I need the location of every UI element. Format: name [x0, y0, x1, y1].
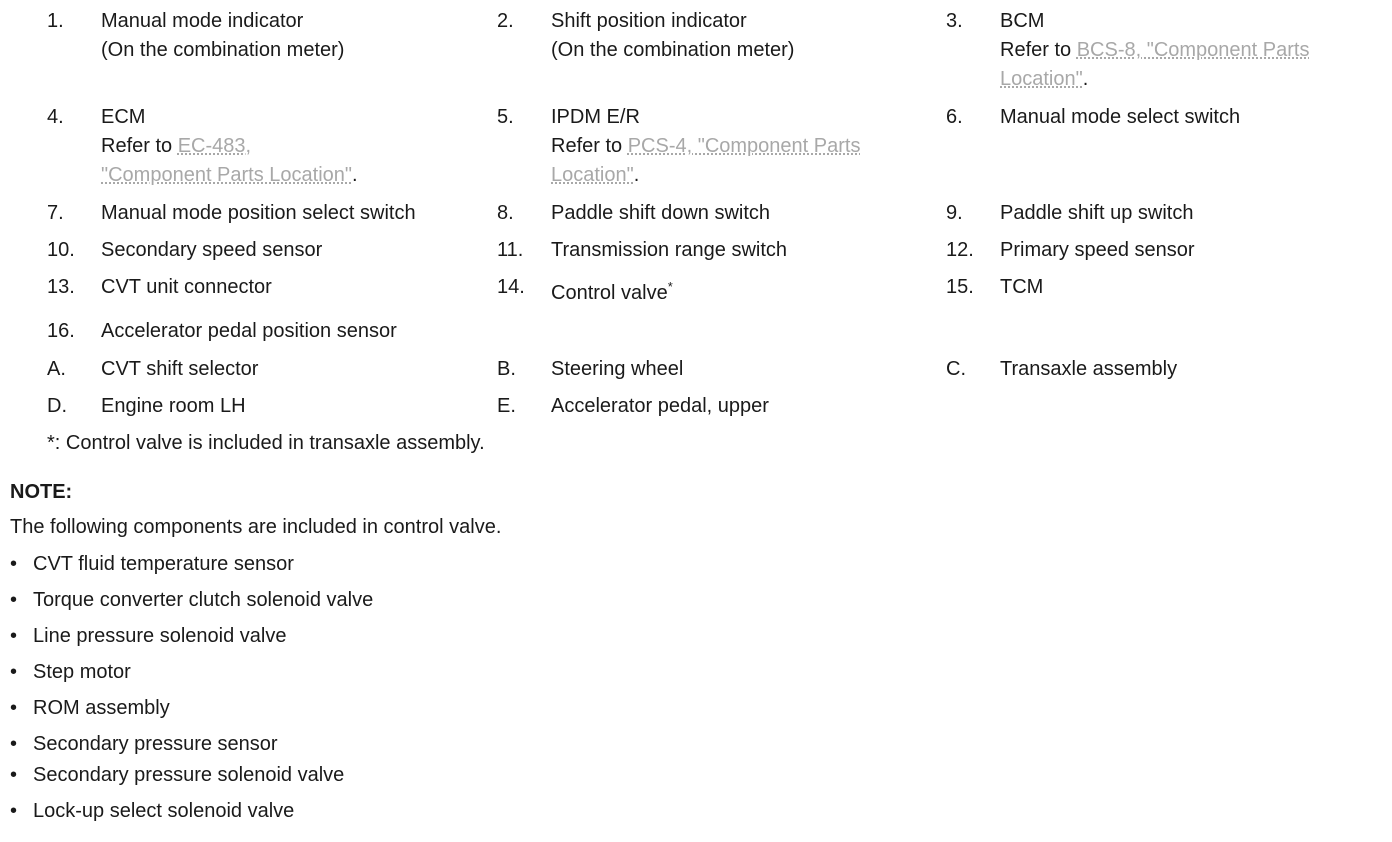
bullet-item — [10, 761, 344, 790]
item-number: 12. — [946, 239, 974, 261]
legend-row — [0, 103, 1392, 193]
item-label: Manual mode position select switch — [101, 202, 416, 224]
bullet-text: Secondary pressure sensor — [33, 733, 278, 755]
reference-line — [101, 132, 358, 161]
bullet-text: Lock-up select solenoid valve — [33, 800, 295, 822]
item-label: CVT unit connector — [101, 276, 272, 298]
pcs-4-reference-link[interactable]: PCS-4, "Component Parts — [627, 135, 861, 157]
item-label: IPDM E/R — [551, 106, 640, 128]
ec-483-reference-link[interactable]: EC-483, — [177, 135, 252, 157]
item-label: Manual mode select switch — [1000, 106, 1241, 128]
item-label: Accelerator pedal position sensor — [101, 320, 397, 342]
item-label: ECM — [101, 106, 146, 128]
ec-483-reference-link-cont[interactable]: "Component Parts Location" — [101, 164, 353, 186]
bullet-mark: • — [10, 625, 18, 647]
reference-line-2 — [101, 161, 358, 190]
item-label: Secondary speed sensor — [101, 239, 323, 261]
item-sublabel: (On the combination meter) — [551, 39, 795, 61]
bullet-text: Step motor — [33, 661, 131, 683]
item-sublabel: (On the combination meter) — [101, 39, 345, 61]
bcs-8-reference-link[interactable]: BCS-8, "Component Parts — [1076, 39, 1310, 61]
ref-prefix: Refer to — [1000, 39, 1077, 61]
bullet-mark: • — [10, 697, 18, 719]
item-number: 9. — [946, 202, 963, 224]
reference-line — [551, 132, 860, 161]
item-label: Paddle shift down switch — [551, 202, 771, 224]
item-label: Transaxle assembly — [1000, 358, 1178, 380]
item-label: Engine room LH — [101, 395, 246, 417]
item-label: Transmission range switch — [551, 239, 788, 261]
item-number: 3. — [946, 10, 963, 32]
bullet-text: ROM assembly — [33, 697, 170, 719]
bullet-mark: • — [10, 764, 18, 786]
item-letter: E. — [497, 395, 516, 417]
item-letter: B. — [497, 358, 516, 380]
item-label: Primary speed sensor — [1000, 239, 1195, 261]
item-number: 6. — [946, 106, 963, 128]
item-number: 15. — [946, 276, 974, 298]
item-number: 2. — [497, 10, 514, 32]
item-number: 11. — [497, 239, 524, 261]
footnote-text: : Control valve is included in transaxle assembly. — [54, 432, 485, 454]
bullet-item — [10, 622, 287, 651]
item-number: 7. — [47, 202, 64, 224]
bullet-mark: • — [10, 800, 18, 822]
item-number: 10. — [47, 239, 75, 261]
item-number: 13. — [47, 276, 75, 298]
asterisk-mark: * — [667, 279, 673, 294]
item-number: 4. — [47, 106, 64, 128]
reference-line-2 — [1000, 65, 1309, 94]
bullet-mark: • — [10, 661, 18, 683]
item-label: TCM — [1000, 276, 1044, 298]
bullet-item — [10, 797, 294, 826]
ref-prefix: Refer to — [101, 135, 178, 157]
pcs-4-reference-link-cont[interactable]: Location" — [551, 164, 634, 186]
item-label: Paddle shift up switch — [1000, 202, 1194, 224]
bullet-mark: • — [10, 553, 18, 575]
item-label: CVT shift selector — [101, 358, 259, 380]
item-label: Shift position indicator — [551, 10, 747, 32]
item-label: BCM — [1000, 10, 1045, 32]
item-number: 16. — [47, 320, 75, 342]
item-number: 1. — [47, 10, 64, 32]
note-heading: NOTE: — [10, 481, 73, 503]
bullet-item — [10, 550, 294, 579]
item-label — [551, 279, 673, 308]
item-letter: C. — [946, 358, 966, 380]
bullet-text: Torque converter clutch solenoid valve — [33, 589, 374, 611]
item-letter: D. — [47, 395, 67, 417]
item-number: 5. — [497, 106, 514, 128]
item-label: Accelerator pedal, upper — [551, 395, 769, 417]
bullet-text: Secondary pressure solenoid valve — [33, 764, 345, 786]
bullet-item — [10, 586, 373, 615]
ref-prefix: Refer to — [551, 135, 628, 157]
item-number: 14. — [497, 276, 525, 298]
bullet-item — [10, 658, 131, 687]
footnote — [47, 429, 485, 458]
item-label-text: Control valve — [551, 282, 668, 304]
bullet-text: Line pressure solenoid valve — [33, 625, 287, 647]
note-text: The following components are included in control valve. — [10, 516, 502, 538]
bullet-mark: • — [10, 733, 18, 755]
bcs-8-reference-link-cont[interactable]: Location" — [1000, 68, 1083, 90]
bullet-mark: • — [10, 589, 18, 611]
reference-line-2 — [551, 161, 860, 190]
bullet-text: CVT fluid temperature sensor — [33, 553, 294, 575]
legend-row — [0, 7, 1392, 97]
item-label: Steering wheel — [551, 358, 684, 380]
ref-suffix: . — [1082, 68, 1089, 90]
ref-suffix: . — [633, 164, 640, 186]
bullet-item — [10, 694, 170, 723]
item-letter: A. — [47, 358, 66, 380]
footnote-mark: * — [47, 432, 55, 454]
reference-line — [1000, 36, 1309, 65]
ref-suffix: . — [352, 164, 358, 186]
item-number: 8. — [497, 202, 514, 224]
item-label: Manual mode indicator — [101, 10, 304, 32]
bullet-item — [10, 730, 278, 759]
